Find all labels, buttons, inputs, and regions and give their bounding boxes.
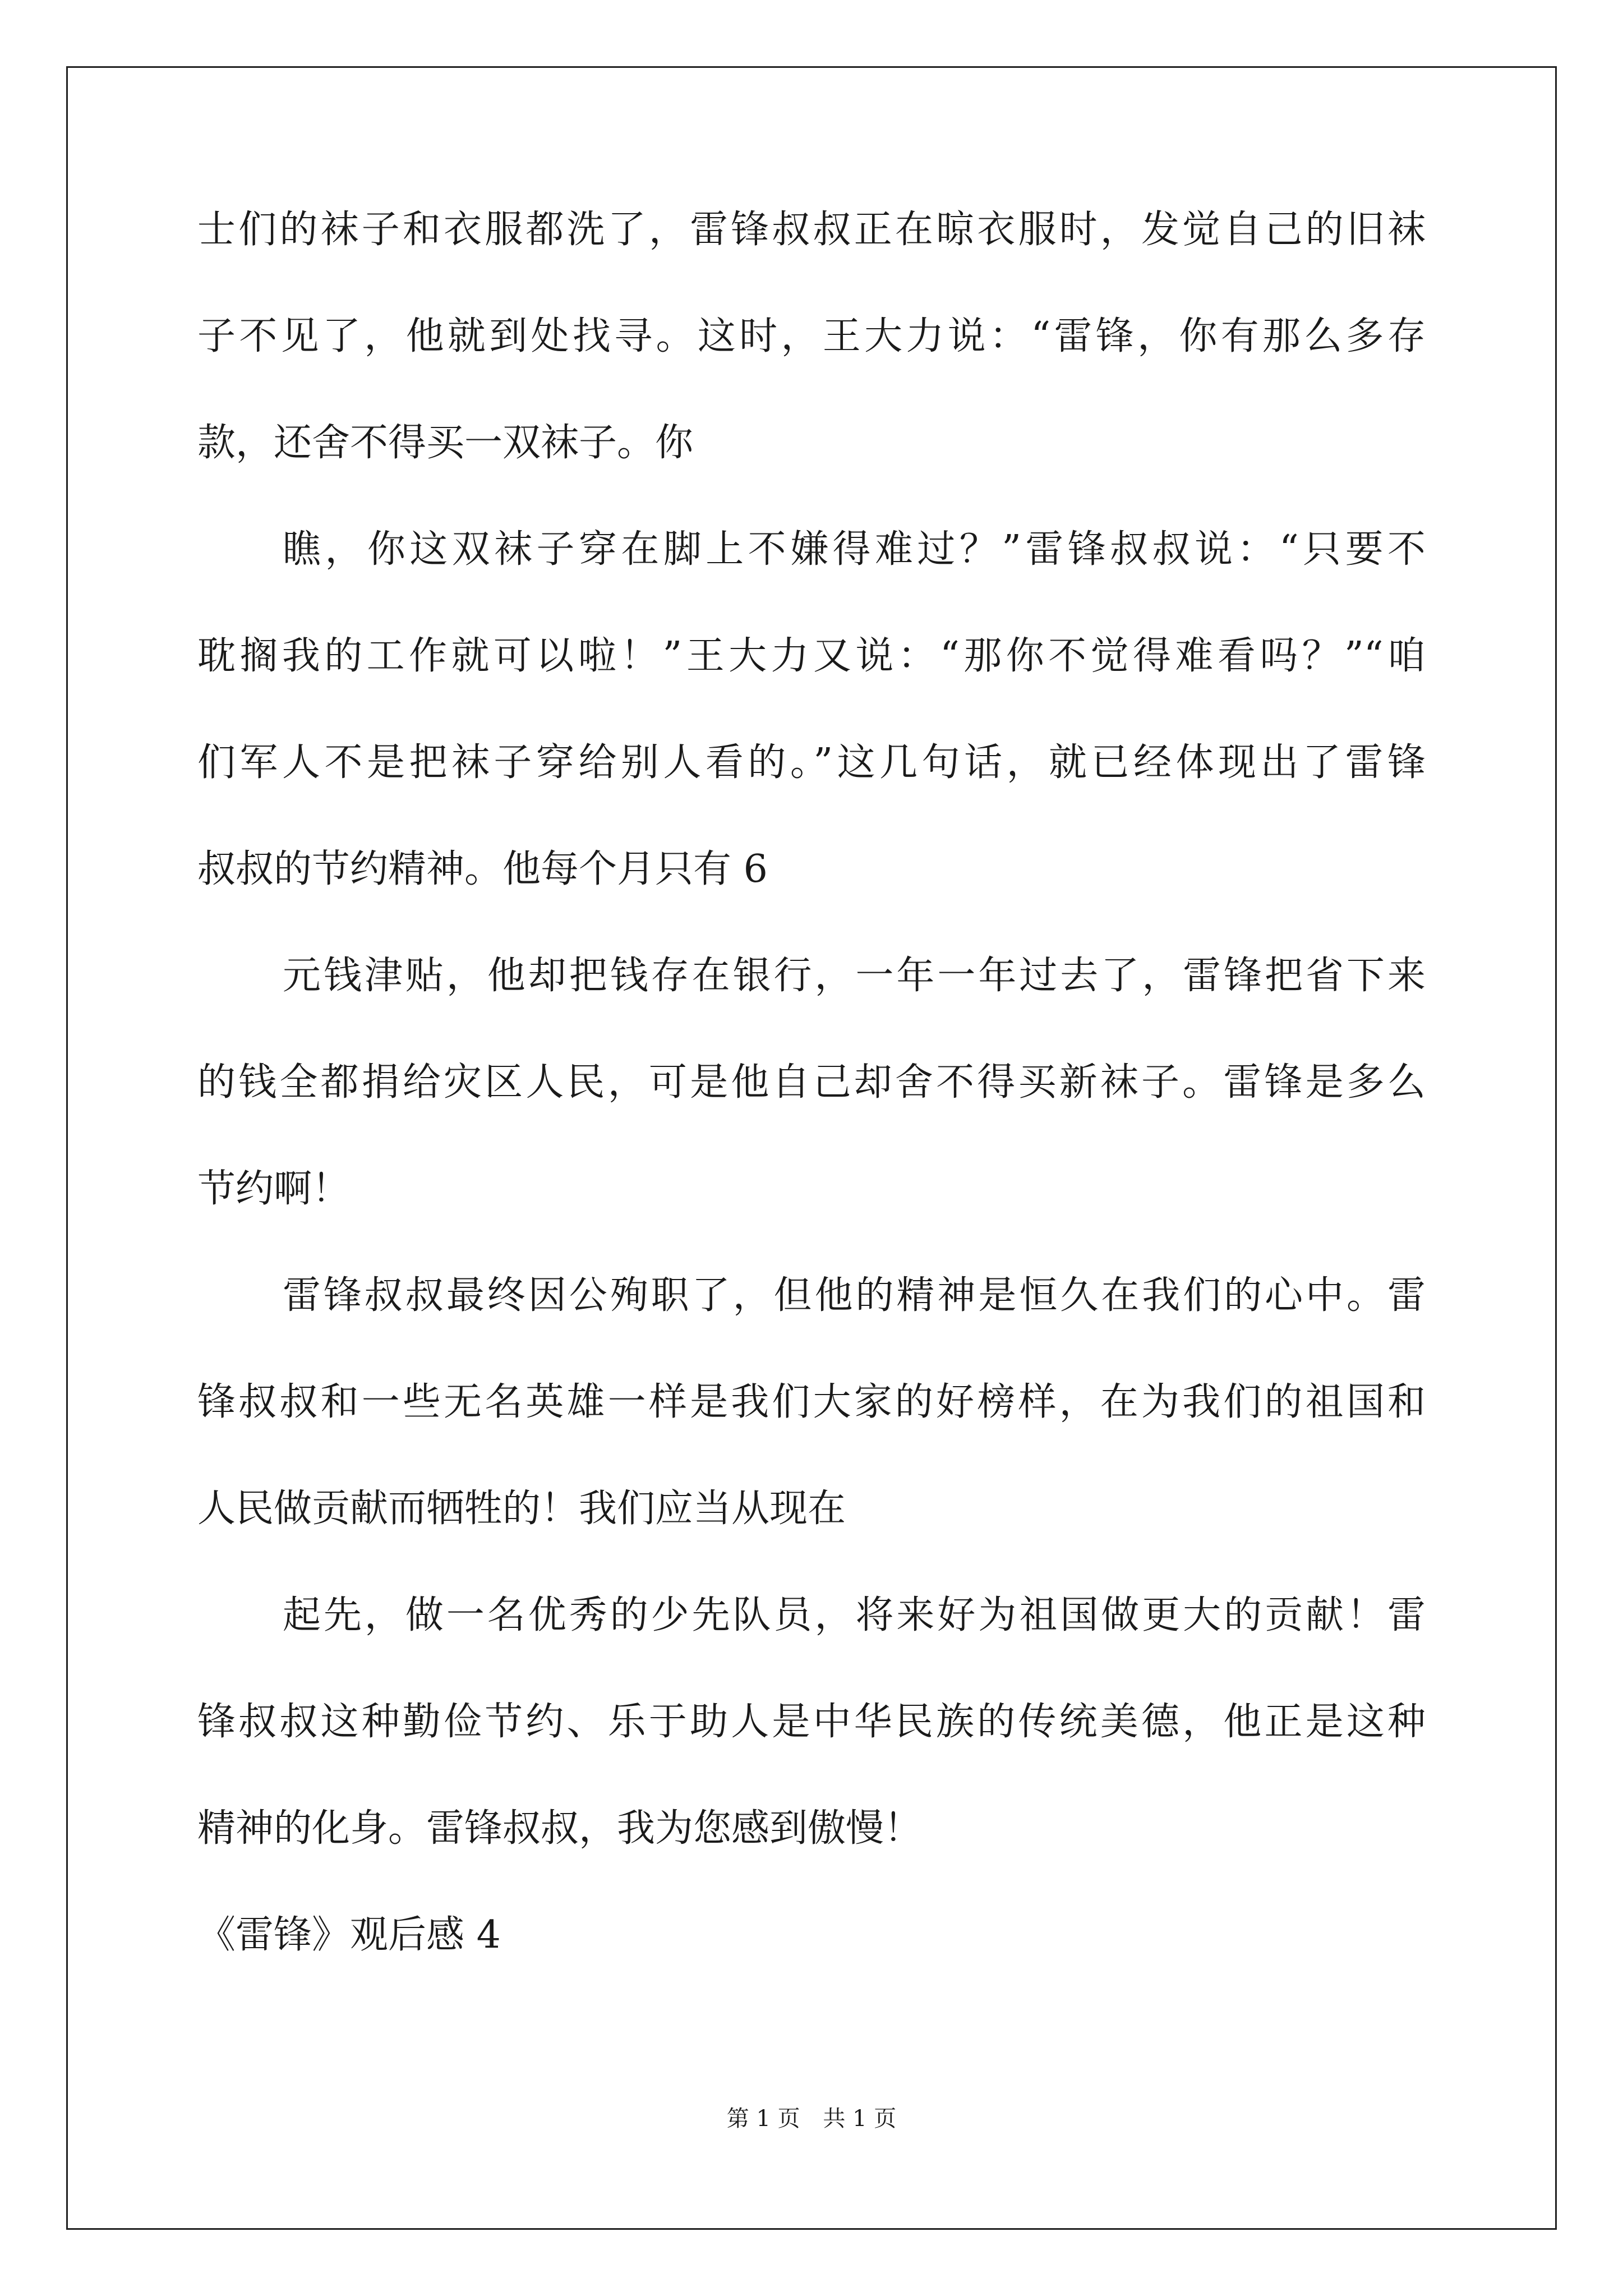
- text-line-3: 款，还舍不得买一双袜子。你: [197, 421, 694, 465]
- text-line-7: 叔叔的节约精神。他每个月只有 6: [197, 847, 768, 891]
- page-footer: [0, 2105, 1623, 2133]
- text-line-4: 瞧，你这双袜子穿在脚上不嫌得难过？”雷锋叔叔说：“只要不: [283, 527, 1426, 572]
- text-line-9: 的钱全都捐给灾区人民，可是他自己却舍不得买新袜子。雷锋是多么: [197, 1060, 1426, 1105]
- text-line-14: 起先，做一名优秀的少先队员，将来好为祖国做更大的贡献！雷: [283, 1593, 1426, 1637]
- text-line-1: 士们的袜子和衣服都洗了，雷锋叔叔正在晾衣服时，发觉自己的旧袜: [197, 208, 1426, 252]
- page-number: 第 1 页: [726, 2106, 800, 2132]
- text-line-13: 人民做贡献而牺牲的！我们应当从现在: [197, 1487, 846, 1531]
- text-line-2: 子不见了，他就到处找寻。这时，王大力说：“雷锋，你有那么多存: [197, 314, 1426, 358]
- text-line-8: 元钱津贴，他却把钱存在银行，一年一年过去了，雷锋把省下来: [283, 954, 1426, 998]
- section-heading: 《雷锋》观后感 4: [197, 1913, 501, 1957]
- text-line-15: 锋叔叔这种勤俭节约、乐于助人是中华民族的传统美德，他正是这种: [197, 1700, 1426, 1744]
- text-line-6: 们军人不是把袜子穿给别人看的。”这几句话，就已经体现出了雷锋: [197, 740, 1426, 785]
- text-line-10: 节约啊！: [197, 1167, 351, 1211]
- text-line-11: 雷锋叔叔最终因公殉职了，但他的精神是恒久在我们的心中。雷: [283, 1273, 1426, 1318]
- text-line-16: 精神的化身。雷锋叔叔，我为您感到傲慢！: [197, 1806, 923, 1851]
- text-line-5: 耽搁我的工作就可以啦！”王大力又说：“那你不觉得难看吗？”“咱: [197, 634, 1426, 678]
- page-total: 共 1 页: [823, 2106, 897, 2132]
- page-border: [66, 66, 1557, 2230]
- text-line-12: 锋叔叔和一些无名英雄一样是我们大家的好榜样，在为我们的祖国和: [197, 1380, 1426, 1424]
